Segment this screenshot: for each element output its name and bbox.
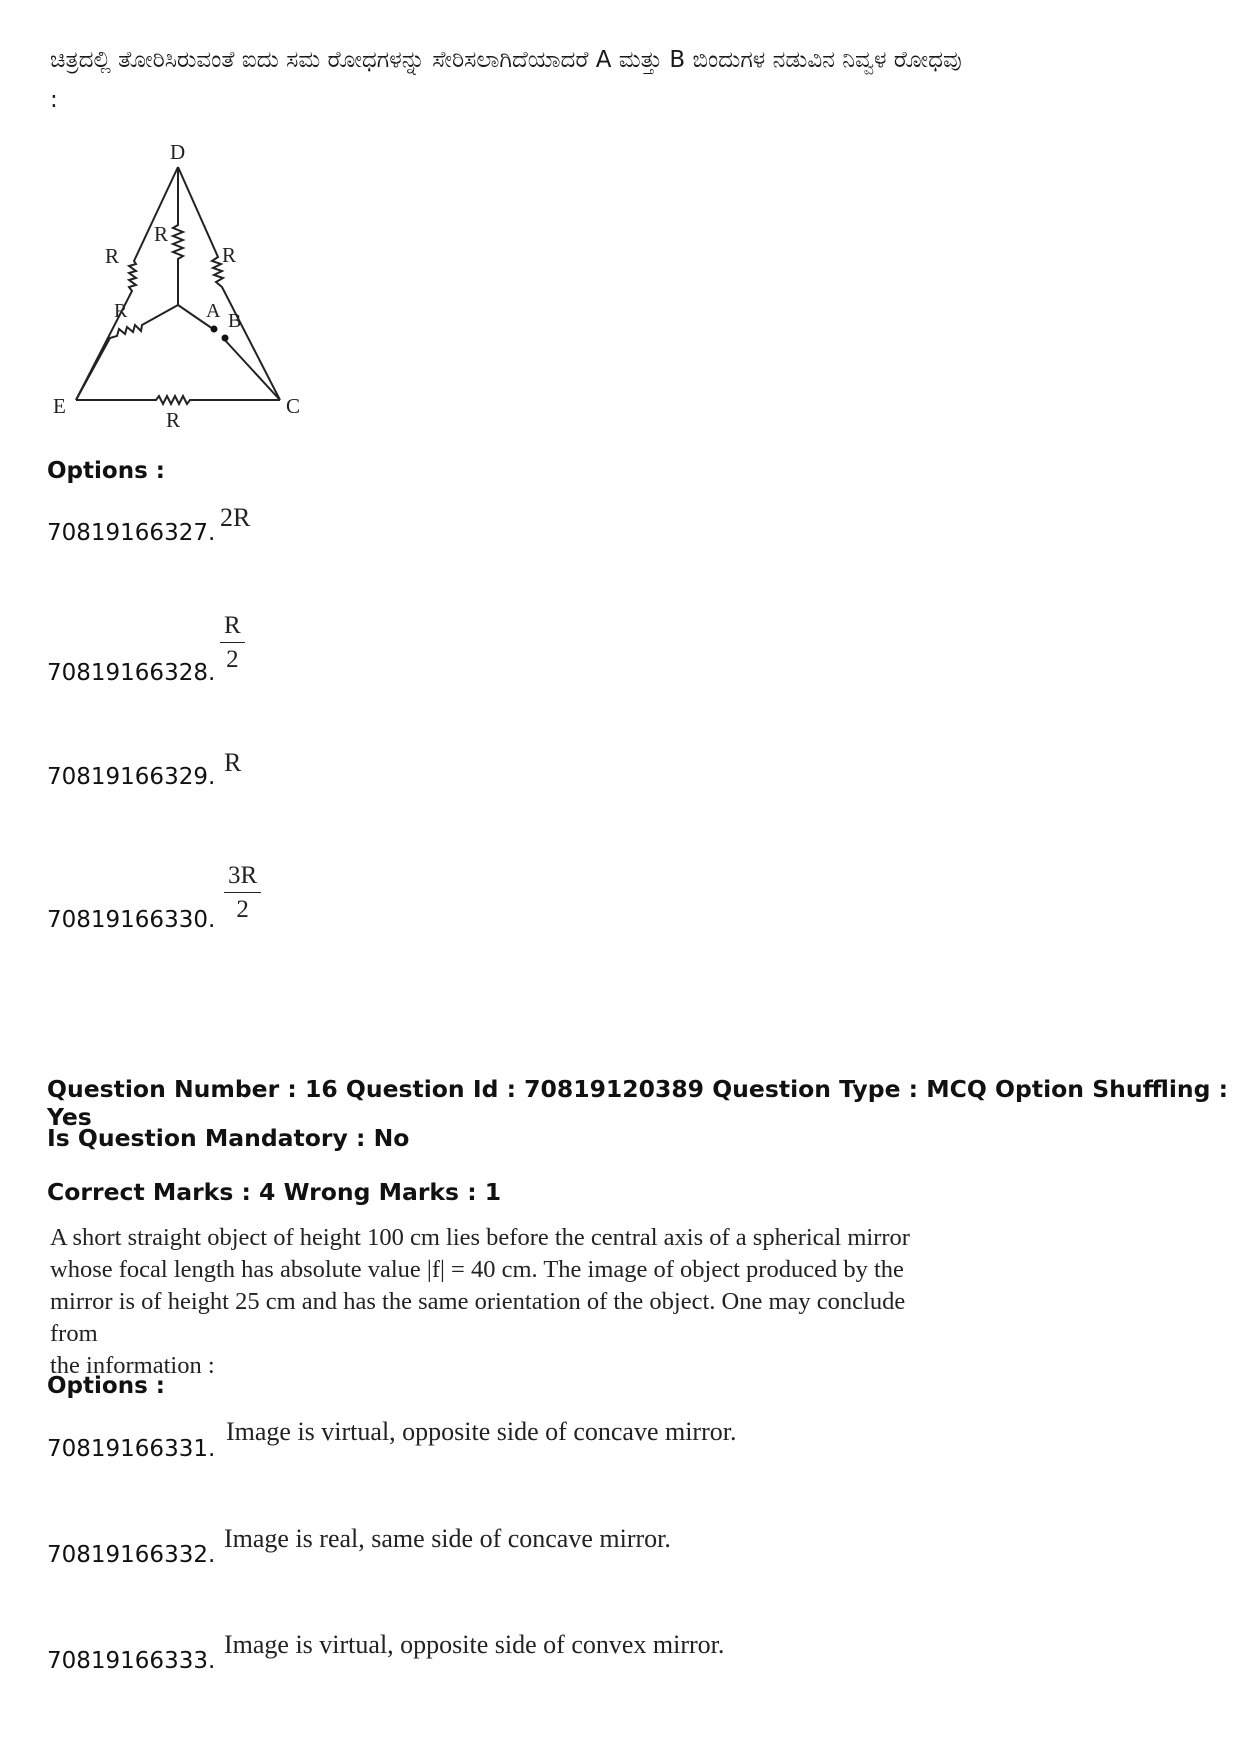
option-value-q15-2 <box>220 612 245 674</box>
resistor-label-D-center: R <box>154 222 169 246</box>
point-label-A: A <box>206 300 221 322</box>
option-id-q15-3: 70819166329. <box>47 764 216 790</box>
fraction-numerator: R <box>220 612 245 643</box>
option-value-q15-1: 2R <box>220 503 251 532</box>
option-value-q16-1: Image is virtual, opposite side of concave mirror. <box>226 1417 737 1446</box>
option-id-q16-1: 70819166331. <box>47 1436 216 1462</box>
fraction-denominator: 2 <box>226 646 239 673</box>
resistor-label-EC: R <box>166 408 181 432</box>
resistor-label-DE: R <box>105 244 120 268</box>
resistor-DC <box>178 167 280 400</box>
option-value-q15-3: R <box>224 748 242 777</box>
vertex-label-D: D <box>170 145 186 164</box>
option-value-q16-2: Image is real, same side of concave mirror. <box>224 1524 671 1553</box>
resistor-EC <box>76 396 280 404</box>
question-16-text-line: the information : <box>50 1352 215 1379</box>
question-16-text-line: whose focal length has absolute value |f| = 40 cm. The image of object produced by the <box>50 1256 904 1283</box>
resistor-network-diagram <box>50 145 310 435</box>
option-value-q16-3: Image is virtual, opposite side of convex mirror. <box>224 1630 725 1659</box>
fraction-numerator: 3R <box>224 862 261 893</box>
resistor-D-center <box>173 167 183 305</box>
option-id-q15-1: 70819166327. <box>47 520 216 546</box>
resistor-DE <box>76 167 178 400</box>
vertex-label-E: E <box>53 394 66 418</box>
resistor-label-center-E: R <box>114 300 128 322</box>
options-heading-q15: Options : <box>47 458 165 484</box>
question-16-meta-line-2: Is Question Mandatory : No <box>47 1124 410 1152</box>
question-15-text: ಚಿತ್ರದಲ್ಲಿ ತೋರಿಸಿರುವಂತೆ ಐದು ಸಮ ರೋಧಗಳನ್ನು ಸೇರಿಸಲಾಗಿದೆಯಾದರೆ A ಮತ್ತು B ಬಿಂದುಗಳ ನಡುವಿನ ನಿವ್ವಳ ರೋಧವು : <box>50 47 962 113</box>
vertex-label-C: C <box>286 394 301 418</box>
option-value-q15-4 <box>224 862 261 924</box>
option-id-q16-2: 70819166332. <box>47 1542 216 1568</box>
wire-B-C <box>223 338 280 400</box>
point-label-B: B <box>228 310 242 332</box>
question-16-meta-line-1: Question Number : 16 Question Id : 70819120389 Question Type : MCQ Option Shuffling : Yes <box>47 1075 1229 1131</box>
option-id-q16-3: 70819166333. <box>47 1648 216 1674</box>
options-heading-q16: Options : <box>47 1373 165 1399</box>
question-16-text-line: A short straight object of height 100 cm lies before the central axis of a spherical mirror <box>50 1224 910 1251</box>
point-A <box>211 326 218 333</box>
question-16-text-line: mirror is of height 25 cm and has the same orientation of the object. One may conclude from <box>50 1288 906 1347</box>
question-16-text <box>50 1222 950 1382</box>
fraction-denominator: 2 <box>236 896 249 923</box>
resistor-label-DC: R <box>222 243 237 267</box>
point-B <box>222 335 229 342</box>
option-id-q15-2: 70819166328. <box>47 660 216 686</box>
question-16-marks: Correct Marks : 4 Wrong Marks : 1 <box>47 1178 502 1206</box>
option-id-q15-4: 70819166330. <box>47 907 216 933</box>
